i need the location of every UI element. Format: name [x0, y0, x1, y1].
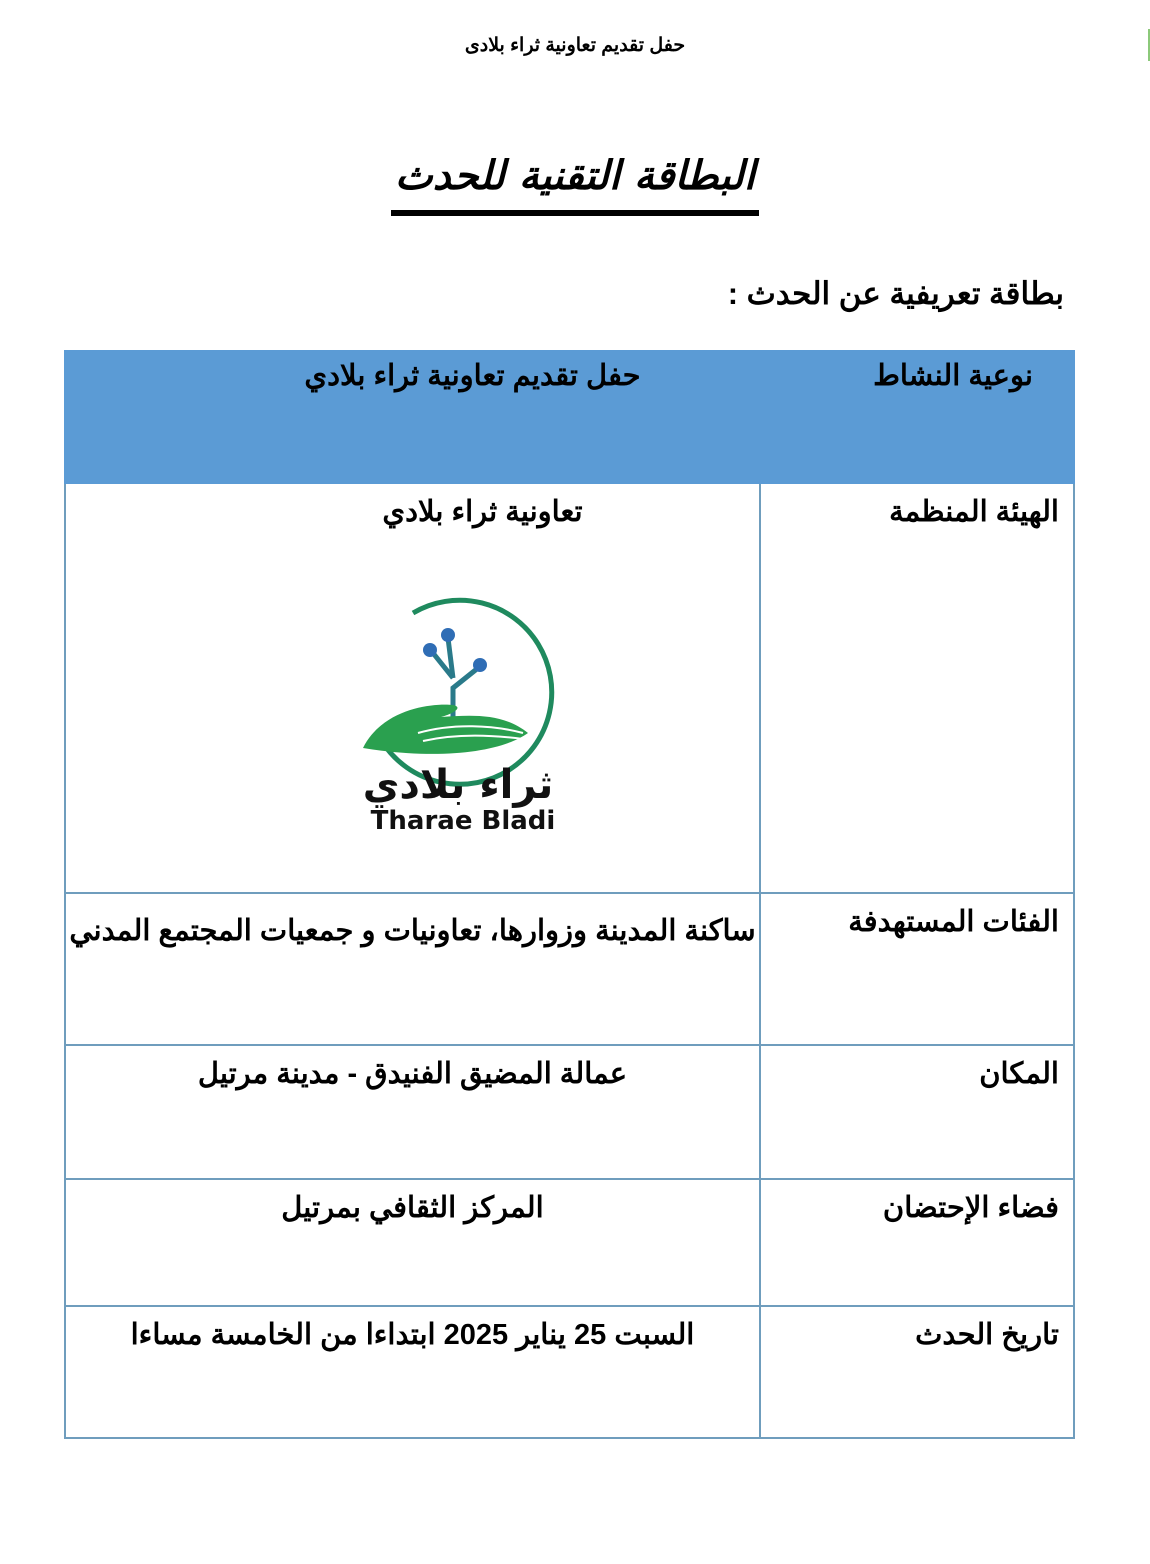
label-organizer: الهيئة المنظمة: [760, 483, 1074, 893]
logo-arabic-name: ثراء بلادي: [362, 762, 553, 808]
table-row-venue: [65, 1179, 1074, 1306]
label-event-date: تاريخ الحدث: [760, 1306, 1074, 1438]
logo-node-right: [473, 658, 487, 672]
logo-sprout-stem-c: [453, 668, 478, 723]
table-row-target-groups: [65, 893, 1074, 1045]
value-venue: المركز الثقافي بمرتيل: [65, 1179, 760, 1306]
label-activity-type: نوعية النشاط: [760, 351, 1074, 483]
table-row-activity-type: [65, 351, 1074, 483]
label-location: المكان: [760, 1045, 1074, 1179]
hand-leaf-sprout-icon: [323, 583, 583, 833]
value-organizer: تعاونية ثراء بلادي: [382, 496, 583, 528]
value-activity-type: حفل تقديم تعاونية ثراء بلادي: [65, 351, 760, 483]
label-target-groups: الفئات المستهدفة: [760, 893, 1074, 1045]
label-venue: فضاء الإحتضان: [760, 1179, 1074, 1306]
section-heading: بطاقة تعريفية عن الحدث :: [727, 276, 1064, 311]
table-row-organizer: [65, 483, 1074, 893]
value-target-groups: ساكنة المدينة وزوارها، تعاونيات و جمعيات المجتمع المدني: [65, 893, 760, 1045]
event-info-table: [64, 350, 1075, 1439]
table-row-event-date: [65, 1306, 1074, 1438]
document-title: البطاقة التقنية للحدث: [391, 148, 759, 216]
value-event-date: السبت 25 يناير 2025 ابتداءا من الخامسة مساءا: [65, 1306, 760, 1438]
value-organizer-cell: [65, 483, 760, 893]
value-location: عمالة المضيق الفنيدق - مدينة مرتيل: [65, 1045, 760, 1179]
organization-logo: [323, 583, 583, 833]
logo-latin-name: Tharae Bladi: [370, 806, 555, 833]
logo-ring: [383, 600, 552, 784]
logo-node-left: [423, 643, 437, 657]
page-header: حفل تقديم تعاونية ثراء بلادى: [464, 35, 686, 56]
table-row-location: [65, 1045, 1074, 1179]
document-title-wrap: [0, 148, 1150, 216]
logo-node-top: [441, 628, 455, 642]
